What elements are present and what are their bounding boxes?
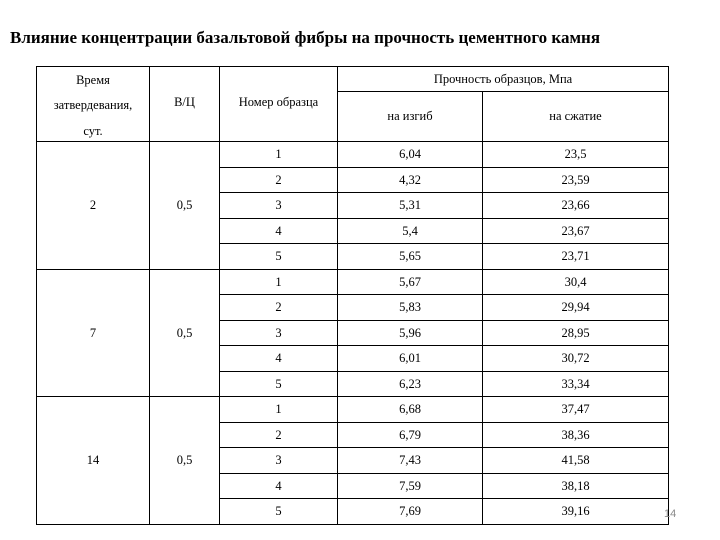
- cell-water-cement: 0,5: [150, 269, 220, 397]
- cell-water-cement: 0,5: [150, 142, 220, 270]
- cell-bending: 7,59: [338, 473, 483, 499]
- cell-compression: 41,58: [483, 448, 669, 474]
- cell-hardening-time: 7: [37, 269, 150, 397]
- page-title: Влияние концентрации базальтовой фибры на прочность цементного камня: [10, 28, 601, 47]
- cell-bending: 6,04: [338, 142, 483, 168]
- table-row: [37, 142, 669, 168]
- cell-bending: 5,67: [338, 269, 483, 295]
- cell-compression: 38,18: [483, 473, 669, 499]
- cell-sample-number: 3: [220, 193, 338, 219]
- cell-sample-number: 5: [220, 244, 338, 270]
- cell-sample-number: 1: [220, 269, 338, 295]
- cell-sample-number: 3: [220, 320, 338, 346]
- cell-sample-number: 3: [220, 448, 338, 474]
- cell-sample-number: 4: [220, 218, 338, 244]
- cell-water-cement: 0,5: [150, 397, 220, 525]
- cell-sample-number: 2: [220, 167, 338, 193]
- cell-hardening-time: 2: [37, 142, 150, 270]
- cell-compression: 38,36: [483, 422, 669, 448]
- cell-sample-number: 2: [220, 295, 338, 321]
- table-row: [37, 269, 669, 295]
- cell-compression: 23,67: [483, 218, 669, 244]
- cell-compression: 23,59: [483, 167, 669, 193]
- cell-bending: 5,83: [338, 295, 483, 321]
- header-strength: Прочность образцов, Мпа: [338, 67, 669, 92]
- cell-bending: 5,96: [338, 320, 483, 346]
- cell-compression: 30,4: [483, 269, 669, 295]
- cell-compression: 23,66: [483, 193, 669, 219]
- cell-compression: 23,5: [483, 142, 669, 168]
- cell-sample-number: 5: [220, 371, 338, 397]
- header-bending: на изгиб: [338, 92, 483, 142]
- header-sample-number: Номер образца: [220, 67, 338, 142]
- cell-sample-number: 4: [220, 346, 338, 372]
- strength-table: [36, 66, 669, 525]
- cell-sample-number: 1: [220, 397, 338, 423]
- table-row: [37, 397, 669, 423]
- cell-bending: 4,32: [338, 167, 483, 193]
- cell-bending: 6,79: [338, 422, 483, 448]
- page-number: 14: [664, 508, 677, 520]
- cell-bending: 5,31: [338, 193, 483, 219]
- cell-compression: 29,94: [483, 295, 669, 321]
- cell-compression: 33,34: [483, 371, 669, 397]
- header-time-line1: Время: [76, 73, 110, 87]
- cell-bending: 7,69: [338, 499, 483, 525]
- cell-compression: 30,72: [483, 346, 669, 372]
- cell-bending: 6,01: [338, 346, 483, 372]
- header-water-cement: В/Ц: [150, 67, 220, 142]
- header-compression: на сжатие: [483, 92, 669, 142]
- cell-sample-number: 5: [220, 499, 338, 525]
- cell-compression: 37,47: [483, 397, 669, 423]
- cell-compression: 23,71: [483, 244, 669, 270]
- cell-hardening-time: 14: [37, 397, 150, 525]
- header-hardening-time: [37, 67, 150, 142]
- cell-bending: 6,23: [338, 371, 483, 397]
- header-time-line2: затвердевания,: [53, 98, 133, 113]
- cell-sample-number: 2: [220, 422, 338, 448]
- cell-compression: 28,95: [483, 320, 669, 346]
- cell-compression: 39,16: [483, 499, 669, 525]
- cell-sample-number: 1: [220, 142, 338, 168]
- cell-bending: 5,4: [338, 218, 483, 244]
- header-time-line3: сут.: [83, 123, 103, 138]
- cell-bending: 5,65: [338, 244, 483, 270]
- cell-sample-number: 4: [220, 473, 338, 499]
- cell-bending: 7,43: [338, 448, 483, 474]
- cell-bending: 6,68: [338, 397, 483, 423]
